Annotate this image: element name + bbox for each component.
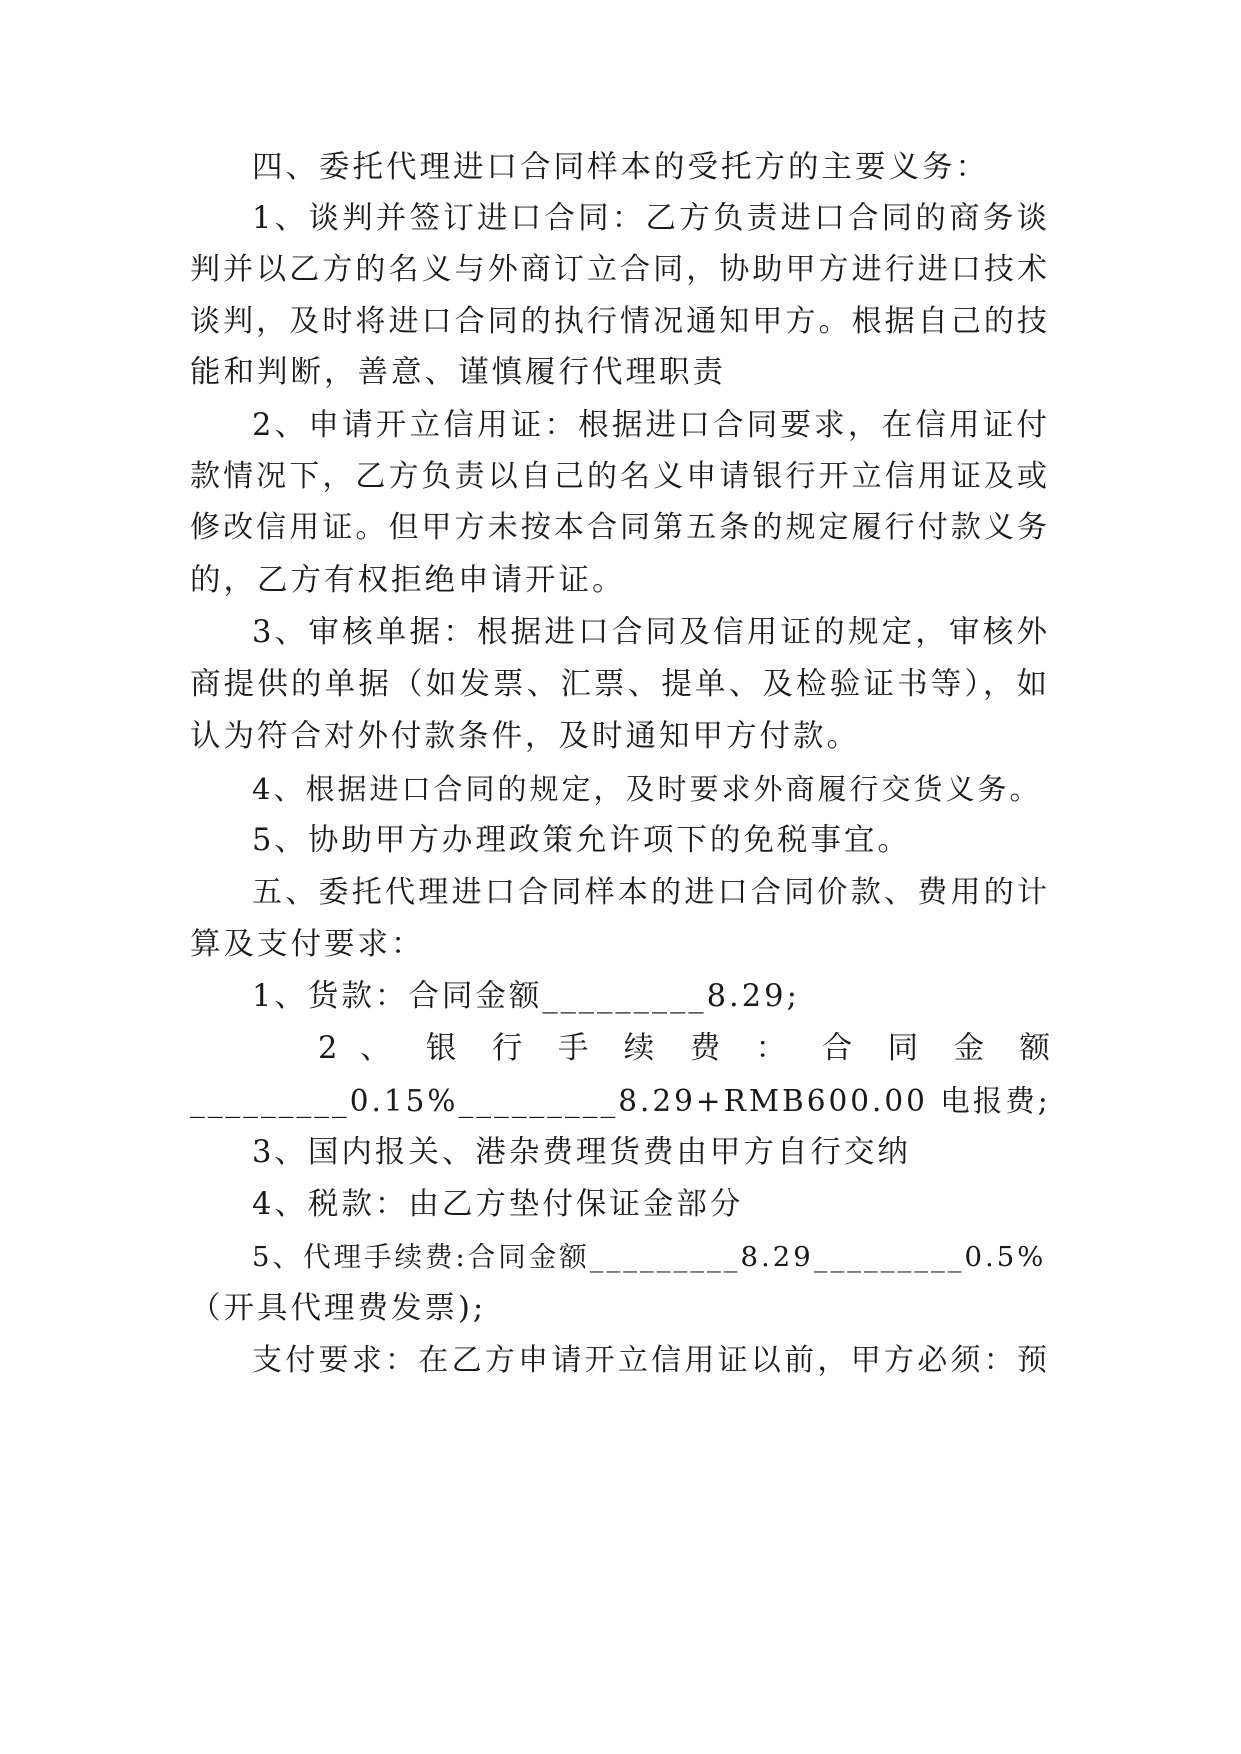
text-line: 五、委托代理进口合同样本的进口合同价款、费用的计 xyxy=(252,875,1050,910)
text-line: 修改信用证。但甲方未按本合同第五条的规定履行付款义务 xyxy=(190,510,1050,545)
text-line: 认为符合对外付款条件，及时通知甲方付款。 xyxy=(190,719,860,754)
text-line: 算及支付要求： xyxy=(190,927,425,962)
text-line: 5、协助甲方办理政策允许项下的免税事宜。 xyxy=(252,823,911,858)
text-line: 4、税款：由乙方垫付保证金部分 xyxy=(252,1187,744,1222)
text-line: 商提供的单据（如发票、汇票、提单、及检验证书等），如 xyxy=(190,667,1050,702)
text-line: 2、申请开立信用证：根据进口合同要求，在信用证付 xyxy=(252,408,1050,443)
text-line: 判并以乙方的名义与外商订立合同，协助甲方进行进口技术 xyxy=(190,252,1050,287)
text-line: 支付要求：在乙方申请开立信用证以前，甲方必须：预 xyxy=(252,1343,1050,1378)
text-line: 谈判，及时将进口合同的执行情况通知甲方。根据自己的技 xyxy=(190,304,1050,339)
text-line: 5、代理手续费:合同金额_________8.29_________0.5% xyxy=(252,1241,1047,1273)
text-line: 能和判断，善意、谨慎履行代理职责 xyxy=(190,355,726,390)
text-line: 3、审核单据：根据进口合同及信用证的规定，审核外 xyxy=(252,615,1050,650)
text-line: 1、谈判并签订进口合同：乙方负责进口合同的商务谈 xyxy=(252,201,1050,236)
text-line: 的，乙方有权拒绝申请开证。 xyxy=(190,563,626,598)
text-line: （开具代理费发票); xyxy=(190,1291,487,1326)
text-line: 4、根据进口合同的规定，及时要求外商履行交货义务。 xyxy=(252,772,1042,806)
text-line: 四、委托代理进口合同样本的受托方的主要义务： xyxy=(252,150,989,185)
text-line: 2 、 银 行 手 续 费 ： 合 同 金 额 xyxy=(318,1031,1050,1066)
text-line: 3、国内报关、港杂费理货费由甲方自行交纳 xyxy=(252,1135,911,1170)
text-line: _________0.15%_________8.29+RMB600.00 电报费; xyxy=(190,1084,1051,1118)
text-line: 1、货款：合同金额_________8.29; xyxy=(252,979,800,1014)
text-line: 款情况下，乙方负责以自己的名义申请银行开立信用证及或 xyxy=(190,459,1050,494)
